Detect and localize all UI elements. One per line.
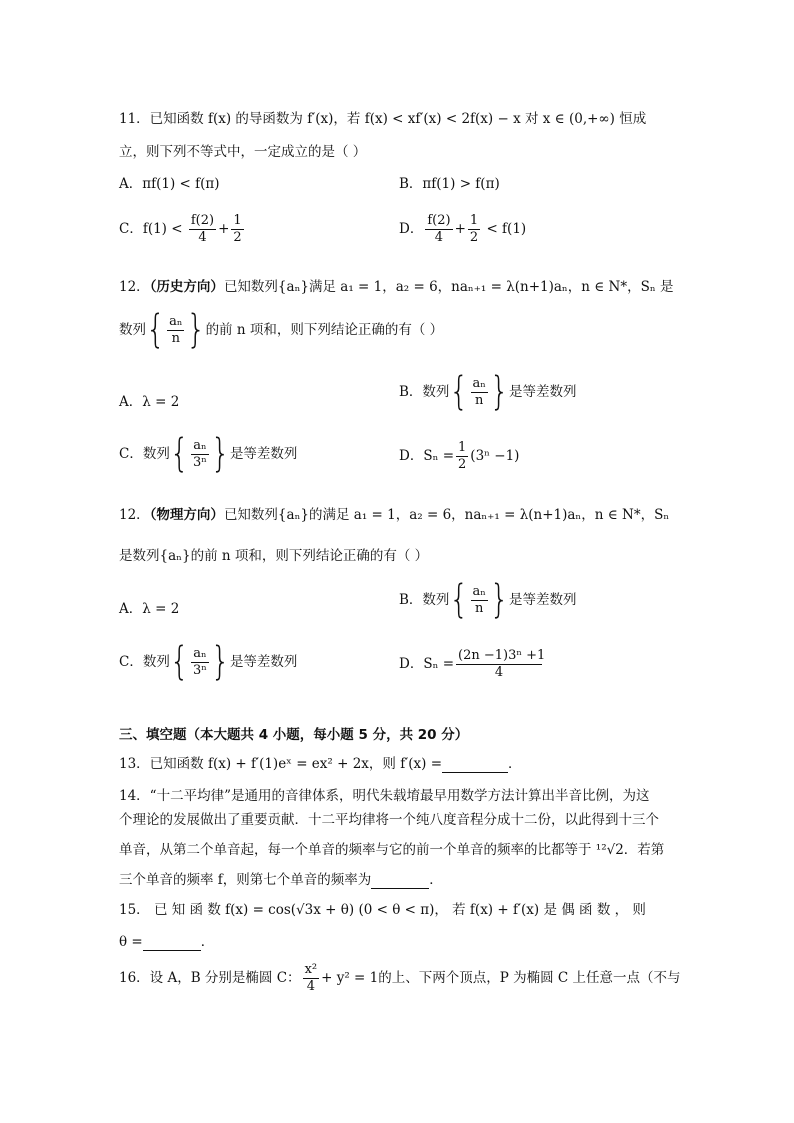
q13-answer-blank <box>442 756 508 773</box>
q12-physics-option-d: D．Sₙ = $\frac{\text{(2n −1)3ⁿ +1}}{4}$ <box>399 648 546 680</box>
q16-line1: 16．设 A，B 分别是椭圆 C： $\frac{\text{x²}}{4}$ + y² = 1的上、下两个顶点，P 为椭圆 C 上任意一点（不与 <box>119 962 681 994</box>
q12-history-option-a: A．λ = 2 <box>119 394 180 410</box>
q12-physics-stem-line2: 是数列{aₙ}的前 n 项和，则下列结论正确的有（ ） <box>119 548 429 564</box>
q12-physics-option-c: C．数列{ $\frac{\text{aₙ}}{\text{3ⁿ}}$ }是等差数列 <box>119 639 298 685</box>
q12-history-option-d: D．Sₙ = $\frac{1}{2}$ (3ⁿ −1) <box>399 440 520 472</box>
q12-physics-tag: （物理方向） <box>149 507 224 523</box>
q11-option-d: D． $\frac{f(2)}{4}$ + $\frac{1}{2}$ < f(1) <box>399 213 527 245</box>
q11-stem-line1: 11．已知函数 f(x) 的导函数为 f′(x)，若 f(x) < xf′(x) < 2f(x) − x 对 x ∈ (0,+∞) 恒成 <box>119 111 647 127</box>
q12-physics-option-b: B．数列{ $\frac{\text{aₙ}}{n}$ }是等差数列 <box>399 577 577 623</box>
q12-history-stem-line1: 12．（历史方向）已知数列{aₙ}满足 a₁ = 1，a₂ = 6，naₙ₊₁ = λ(n+1)aₙ，n ∈ N*，Sₙ 是 <box>119 279 674 295</box>
q15-line1: 15． 已 知 函 数 f(x) = cos(√3x + θ) (0 < θ < π)， 若 f(x) + f′(x) 是 偶 函 数 ， 则 <box>119 902 646 918</box>
q14-line3: 单音，从第二个单音起，每一个单音的频率与它的前一个单音的频率的比都等于 ¹²√2．若第 <box>119 842 665 858</box>
q14-line2: 个理论的发展做出了重要贡献．十二平均律将一个纯八度音程分成十二份，以此得到十三个 <box>119 812 659 828</box>
q11-option-c-fraction: $\frac{f(2)}{4}$ <box>190 213 215 245</box>
q11-stem-line2: 立，则下列不等式中，一定成立的是（ ） <box>119 144 367 160</box>
q12-history-option-b: B．数列{ $\frac{\text{aₙ}}{n}$ }是等差数列 <box>399 369 577 415</box>
q12-physics-option-a: A．λ = 2 <box>119 601 180 617</box>
q14-line4: 三个单音的频率 f，则第七个单音的频率为 ． <box>119 872 443 888</box>
q11-option-c-prefix: C．f(1) < <box>119 221 183 237</box>
q12-physics-stem-line1: 12．（物理方向）已知数列{aₙ}的满足 a₁ = 1，a₂ = 6，naₙ₊₁ = λ(n+1)aₙ，n ∈ N*，Sₙ <box>119 507 670 523</box>
q15-line2: θ = ． <box>119 934 215 950</box>
q11-option-c-half: $\frac{1}{2}$ <box>233 213 242 245</box>
q11-option-d-fraction: $\frac{f(2)}{4}$ <box>427 213 451 245</box>
q12-history-option-c: C．数列{ $\frac{\text{aₙ}}{\text{3ⁿ}}$ }是等差数列 <box>119 431 298 477</box>
q14-answer-blank <box>371 872 429 889</box>
q12-history-tag: （历史方向） <box>149 279 224 295</box>
q13: 13．已知函数 f(x) + f′(1)eˣ = ex² + 2x，则 f′(x) = ． <box>119 756 522 772</box>
section-3-title: 三、填空题（本大题共 4 小题，每小题 5 分，共 20 分） <box>119 727 469 743</box>
q11-option-c: C．f(1) < $\frac{f(2)}{4}$ + $\frac{1}{2}$ <box>119 213 242 245</box>
q11-option-d-half: $\frac{1}{2}$ <box>469 213 479 245</box>
q11-option-a: A．πf(1) < f(π) <box>119 176 220 192</box>
q14-line1: 14．“十二平均律”是通用的音律体系，明代朱载堉最早用数学方法计算出半音比例，为这 <box>119 788 650 804</box>
q12-history-stem-line2: 数列{ $\frac{\text{aₙ}}{n}$ }的前 n 项和，则下列结论正确的有（ ） <box>119 307 444 353</box>
q15-answer-blank <box>143 934 201 951</box>
q11-option-b: B．πf(1) > f(π) <box>399 176 500 192</box>
